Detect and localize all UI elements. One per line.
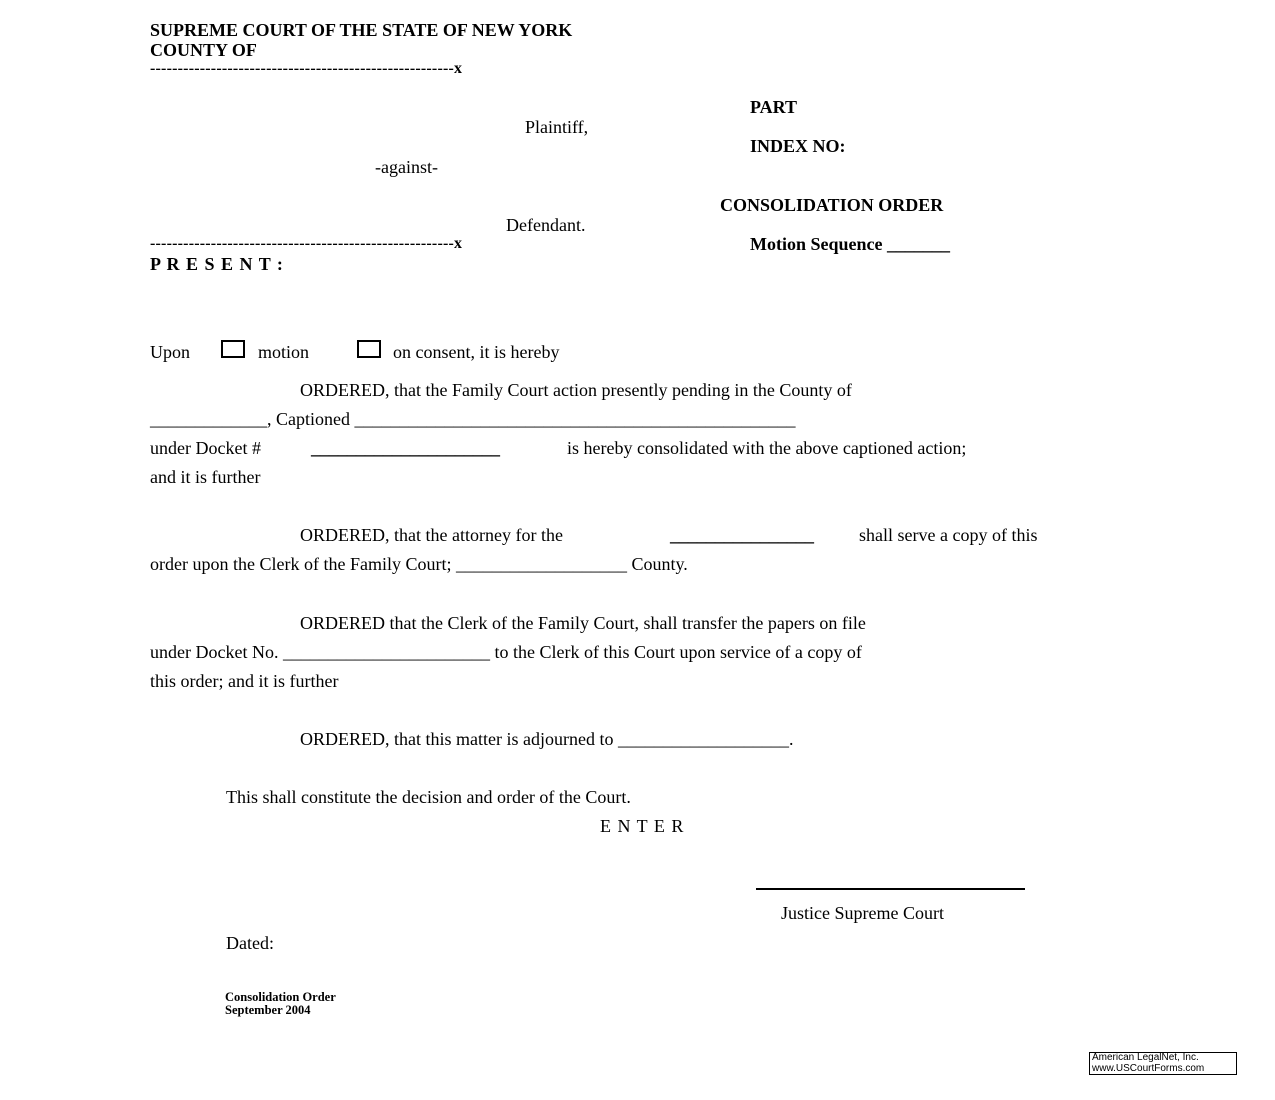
upon-label: Upon (150, 342, 190, 362)
footer-form-date: September 2004 (225, 1003, 311, 1017)
against-label: -against- (375, 157, 438, 177)
ordered-paragraph-2-line-1-end: shall serve a copy of this (859, 525, 1038, 545)
signature-line[interactable] (756, 888, 1025, 890)
consent-label: on consent, it is hereby (393, 342, 560, 362)
ordered-paragraph-2-line-2[interactable]: order upon the Clerk of the Family Court; ___________________ County. (150, 554, 688, 574)
decision-statement: This shall constitute the decision and order of the Court. (226, 787, 631, 807)
defendant-label: Defendant. (506, 215, 586, 235)
attorney-for-field[interactable]: ________________ (670, 525, 814, 545)
under-docket-label: under Docket # (150, 438, 261, 458)
footer-form-name: Consolidation Order (225, 990, 336, 1004)
enter-label: E N T E R (600, 816, 685, 836)
dated-label: Dated: (226, 933, 274, 953)
caption-separator-bottom: -------------------------------------------------------x (150, 235, 463, 252)
index-no-label: INDEX NO: (750, 136, 846, 156)
motion-label: motion (258, 342, 310, 362)
caption-separator-top: -------------------------------------------------------x (150, 60, 463, 77)
court-name: SUPREME COURT OF THE STATE OF NEW YORK (150, 20, 573, 40)
justice-label: Justice Supreme Court (781, 903, 944, 923)
ordered-paragraph-1-line-2[interactable]: _____________, Captioned _________________________________________________ (150, 409, 796, 429)
motion-sequence-field[interactable]: Motion Sequence _______ (750, 234, 950, 254)
stamp-line-2: www.USCourtForms.com (1092, 1062, 1205, 1074)
ordered-paragraph-1-line-4: and it is further (150, 467, 261, 487)
ordered-paragraph-4[interactable]: ORDERED, that this matter is adjourned to ___________________. (300, 729, 794, 749)
county-of: COUNTY OF (150, 40, 257, 60)
ordered-paragraph-1-line-3: is hereby consolidated with the above captioned action; (567, 438, 967, 458)
docket-number-field[interactable]: _____________________ (311, 438, 500, 458)
legalnet-stamp (1089, 1052, 1237, 1075)
present-label: P R E S E N T : (150, 254, 284, 274)
document-title: CONSOLIDATION ORDER (720, 195, 944, 215)
consent-checkbox[interactable] (357, 340, 381, 358)
ordered-paragraph-1-line-1: ORDERED, that the Family Court action presently pending in the County of (300, 380, 852, 400)
stamp-line-1: American LegalNet, Inc. (1092, 1052, 1199, 1063)
motion-checkbox[interactable] (221, 340, 245, 358)
plaintiff-label: Plaintiff, (525, 117, 589, 137)
ordered-paragraph-3-line-2[interactable]: under Docket No. _______________________ to the Clerk of this Court upon service of a copy of (150, 642, 862, 662)
part-label: PART (750, 97, 798, 117)
ordered-paragraph-3-line-1: ORDERED that the Clerk of the Family Court, shall transfer the papers on file (300, 613, 866, 633)
ordered-paragraph-2-line-1: ORDERED, that the attorney for the (300, 525, 563, 545)
ordered-paragraph-3-line-3: this order; and it is further (150, 671, 339, 691)
